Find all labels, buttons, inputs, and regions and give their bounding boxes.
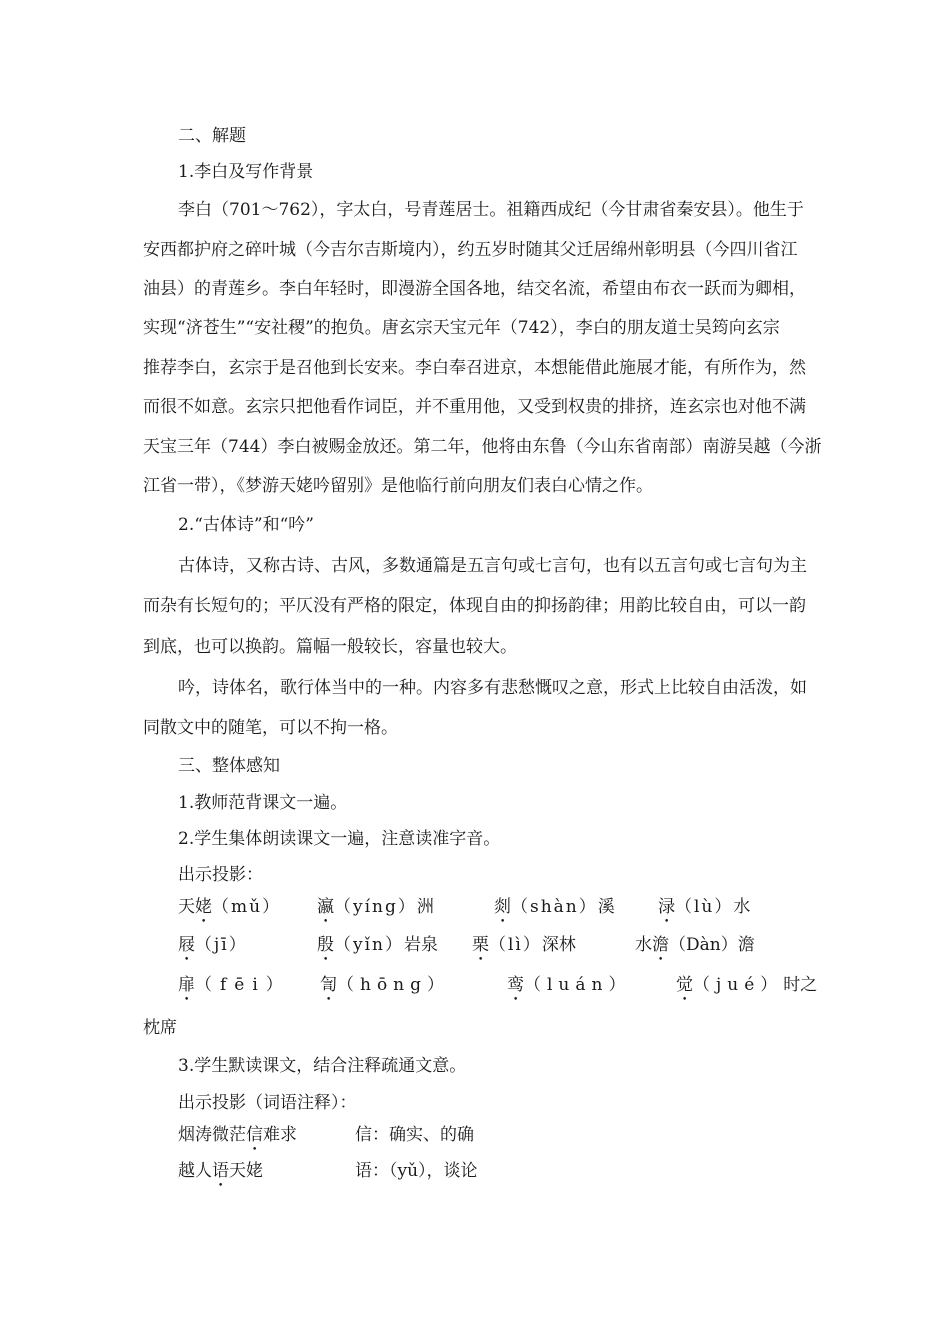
section-heading-jieti: 二、解题 [178,126,246,146]
step-1: 1.教师范背课文一遍。 [178,793,348,813]
glossary-phrase: 烟涛微茫信难求 [178,1125,297,1145]
gutishi-line-2: 而杂有长短句的；平仄没有严格的限定，体现自由的抑扬韵律；用韵比较自由，可以一韵 [143,596,806,616]
step-3: 3.学生默读课文，结合注释疏通文意。 [178,1056,467,1076]
glossary-note: 信：确实、的确 [355,1125,474,1145]
pinyin-entry: 觉（jué）时之 [676,975,818,995]
step-2: 2.学生集体朗读课文一遍，注意读准字音。 [178,829,501,849]
pinyin-entry: 扉（fēi） [178,975,291,995]
pinyin-entry: 鸾（luán） [507,975,632,995]
gutishi-line-3: 到底，也可以换韵。篇幅一般较长，容量也较大。 [143,637,517,657]
pinyin-entry: 瀛（yíng）洲 [317,897,434,917]
yin-line-1: 吟，诗体名，歌行体当中的一种。内容多有悲愁慨叹之意，形式上比较自由活泼，如 [178,678,807,698]
pinyin-entry: 訇（hōng） [320,975,451,995]
projection-label-1: 出示投影： [178,865,263,885]
pinyin-entry: 渌（lù）水 [658,897,751,917]
projection-label-2: 出示投影（词语注释）： [178,1093,357,1113]
pinyin-entry: 栗（lì）深林 [472,935,576,955]
pinyin-entry: 屐（jī） [178,935,248,955]
pinyin-tail: 枕席 [143,1018,177,1038]
bio-line-1: 李白（701～762），字太白，号青莲居士。祖籍西成纪（今甘肃省秦安县）。他生于 [178,200,804,220]
yin-line-2: 同散文中的随笔，可以不拘一格。 [143,718,398,738]
pinyin-entry: 剡（shàn）溪 [494,897,615,917]
bio-line-4: 实现“济苍生”“安社稷”的抱负。唐玄宗天宝元年（742），李白的朋友道士吴筠向玄宗 [143,318,780,338]
glossary-phrase: 越人语天姥 [178,1161,263,1181]
gutishi-line-1: 古体诗，又称古诗、古风，多数通篇是五言句或七言句，也有以五言句或七言句为主 [178,556,807,576]
section-heading-zhengti: 三、整体感知 [178,756,280,776]
bio-line-3: 油县）的青莲乡。李白年轻时，即漫游全国各地，结交名流，希望由布衣一跃而为卿相， [143,279,806,299]
bio-line-5: 推荐李白，玄宗于是召他到长安来。李白奉召进京，本想能借此施展才能，有所作为，然 [143,358,806,378]
bio-line-2: 安西都护府之碎叶城（今吉尔吉斯境内），约五岁时随其父迁居绵州彰明县（今四川省江 [143,240,798,260]
bio-line-8: 江省一带），《梦游天姥吟留别》是他临行前向朋友们表白心情之作。 [143,476,653,496]
subheading-libai: 1.李白及写作背景 [178,162,314,182]
bio-line-6: 而很不如意。玄宗只把他看作词臣，并不重用他，又受到权贵的排挤，连玄宗也对他不满 [143,397,806,417]
bio-line-7: 天宝三年（744）李白被赐金放还。第二年，他将由东鲁（今山东省南部）南游吴越（今浙 [143,437,822,457]
pinyin-entry: 天姥（mǔ） [178,897,282,917]
subheading-gutishi: 2.“古体诗”和“吟” [178,515,314,535]
pinyin-entry: 殷（yǐn）岩泉 [317,935,438,955]
glossary-note: 语：（yǔ），谈论 [355,1161,478,1181]
pinyin-entry: 水澹（Dàn）澹 [635,935,755,955]
